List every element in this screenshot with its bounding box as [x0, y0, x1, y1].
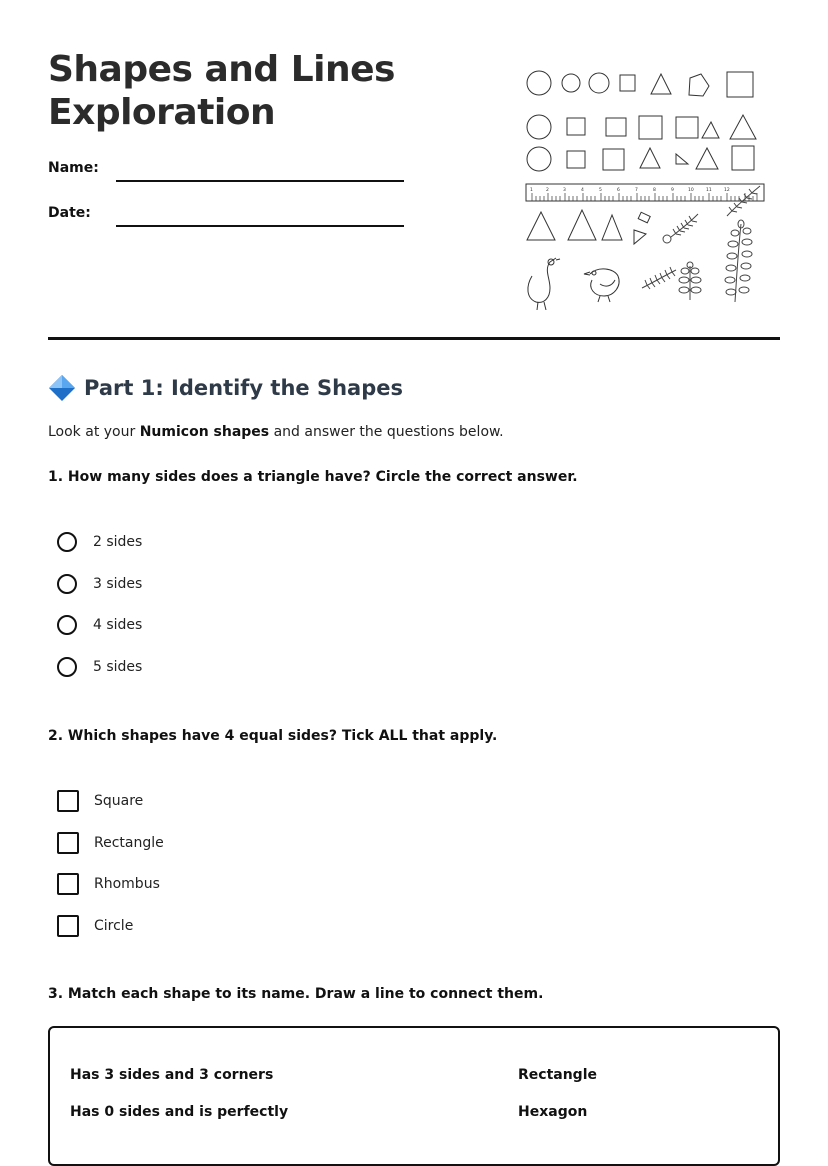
option-label: Rectangle: [94, 835, 164, 851]
q1-option[interactable]: [57, 574, 142, 594]
worksheet-title: [48, 48, 488, 134]
triangle-shape: [702, 122, 719, 138]
blue-diamond-icon: [48, 374, 76, 402]
ruler-ticks: [532, 193, 757, 201]
circle-shape: [562, 74, 580, 92]
svg-text:5: 5: [599, 188, 602, 193]
radio-circle[interactable]: [57, 532, 77, 552]
triangle-shape: [676, 154, 688, 164]
triangle-shape: [640, 148, 660, 168]
option-label: 5 sides: [93, 659, 143, 675]
title-line-2: Exploration: [48, 92, 276, 133]
svg-text:9: 9: [671, 188, 674, 193]
svg-text:12: 12: [724, 188, 730, 193]
triangle-shape: [568, 210, 596, 240]
svg-text:6: 6: [617, 188, 620, 193]
question-1: 1. How many sides does a triangle have? Circle the correct answer.: [48, 469, 578, 485]
q1-option[interactable]: [57, 657, 142, 677]
intro-text: Look at your: [48, 424, 140, 440]
checkbox[interactable]: [57, 873, 79, 895]
square-shape: [567, 118, 585, 135]
part1-heading-text: Part 1: Identify the Shapes: [84, 376, 403, 400]
fern-icon: [642, 267, 676, 289]
square-shape: [620, 75, 635, 91]
section-divider: [48, 337, 780, 340]
option-label: 2 sides: [93, 534, 143, 550]
circle-shape: [527, 115, 551, 139]
question-3: 3. Match each shape to its name. Draw a line to connect them.: [48, 986, 544, 1002]
radio-circle[interactable]: [57, 574, 77, 594]
svg-text:4: 4: [581, 188, 584, 193]
option-label: Rhombus: [94, 876, 160, 892]
triangle-shape: [634, 230, 646, 244]
triangle-shape: [602, 215, 622, 240]
option-label: 3 sides: [93, 576, 143, 592]
rectangle-shape: [638, 212, 650, 223]
match-description[interactable]: Has 0 sides and is perfectly: [70, 1104, 289, 1120]
name-field[interactable]: [116, 180, 404, 182]
flower-sprig-icon: [679, 262, 701, 300]
radio-circle[interactable]: [57, 657, 77, 677]
circle-shape: [589, 73, 609, 93]
ruler-numbers: [530, 187, 730, 193]
part1-heading: [48, 374, 403, 402]
match-shape-name[interactable]: Rectangle: [518, 1067, 597, 1083]
intro-bold-text: Numicon shapes: [139, 424, 270, 440]
name-label: Name:: [48, 160, 99, 176]
svg-text:11: 11: [706, 188, 712, 193]
option-label: Circle: [94, 918, 134, 934]
svg-text:3: 3: [563, 188, 566, 193]
square-shape: [727, 72, 753, 97]
intro-text: and answer the questions below.: [269, 424, 504, 440]
sprig-icon: [663, 214, 698, 243]
triangle-shape: [651, 74, 671, 94]
svg-text:8: 8: [653, 188, 656, 193]
triangle-shape: [730, 115, 756, 139]
triangle-shape: [696, 148, 718, 169]
part1-intro: [48, 424, 504, 440]
checkbox[interactable]: [57, 832, 79, 854]
square-shape: [732, 146, 754, 170]
checkbox[interactable]: [57, 790, 79, 812]
title-line-1: Shapes and Lines: [48, 49, 395, 90]
svg-text:10: 10: [688, 188, 694, 193]
circle-shape: [527, 71, 551, 95]
triangle-shape: [527, 212, 555, 240]
bird-icon: [584, 269, 619, 302]
question-2: 2. Which shapes have 4 equal sides? Tick ALL that apply.: [48, 728, 498, 744]
svg-text:1: 1: [530, 188, 533, 193]
option-label: Square: [94, 793, 144, 809]
svg-text:7: 7: [635, 188, 638, 193]
option-label: 4 sides: [93, 617, 143, 633]
q1-option[interactable]: [57, 532, 142, 552]
square-shape: [603, 149, 624, 170]
q2-option[interactable]: [57, 873, 160, 895]
q2-option[interactable]: [57, 832, 164, 854]
q2-option[interactable]: [57, 915, 133, 937]
checkbox[interactable]: [57, 915, 79, 937]
square-shape: [606, 118, 626, 136]
square-shape: [567, 151, 585, 168]
match-description[interactable]: Has 3 sides and 3 corners: [70, 1067, 274, 1083]
q2-option[interactable]: [57, 790, 143, 812]
leaf-branch-icon: [725, 220, 752, 302]
rectangle-shape: [676, 117, 698, 138]
square-shape: [639, 116, 662, 139]
matching-box: [48, 1026, 780, 1166]
date-label: Date:: [48, 205, 91, 221]
kiwi-bird-icon: [528, 258, 560, 310]
radio-circle[interactable]: [57, 615, 77, 635]
q1-option[interactable]: [57, 615, 142, 635]
circle-shape: [527, 147, 551, 171]
shapes-illustration: [520, 62, 768, 310]
svg-text:2: 2: [546, 188, 549, 193]
pentagon-shape: [689, 74, 709, 96]
date-field[interactable]: [116, 225, 404, 227]
match-shape-name[interactable]: Hexagon: [518, 1104, 588, 1120]
